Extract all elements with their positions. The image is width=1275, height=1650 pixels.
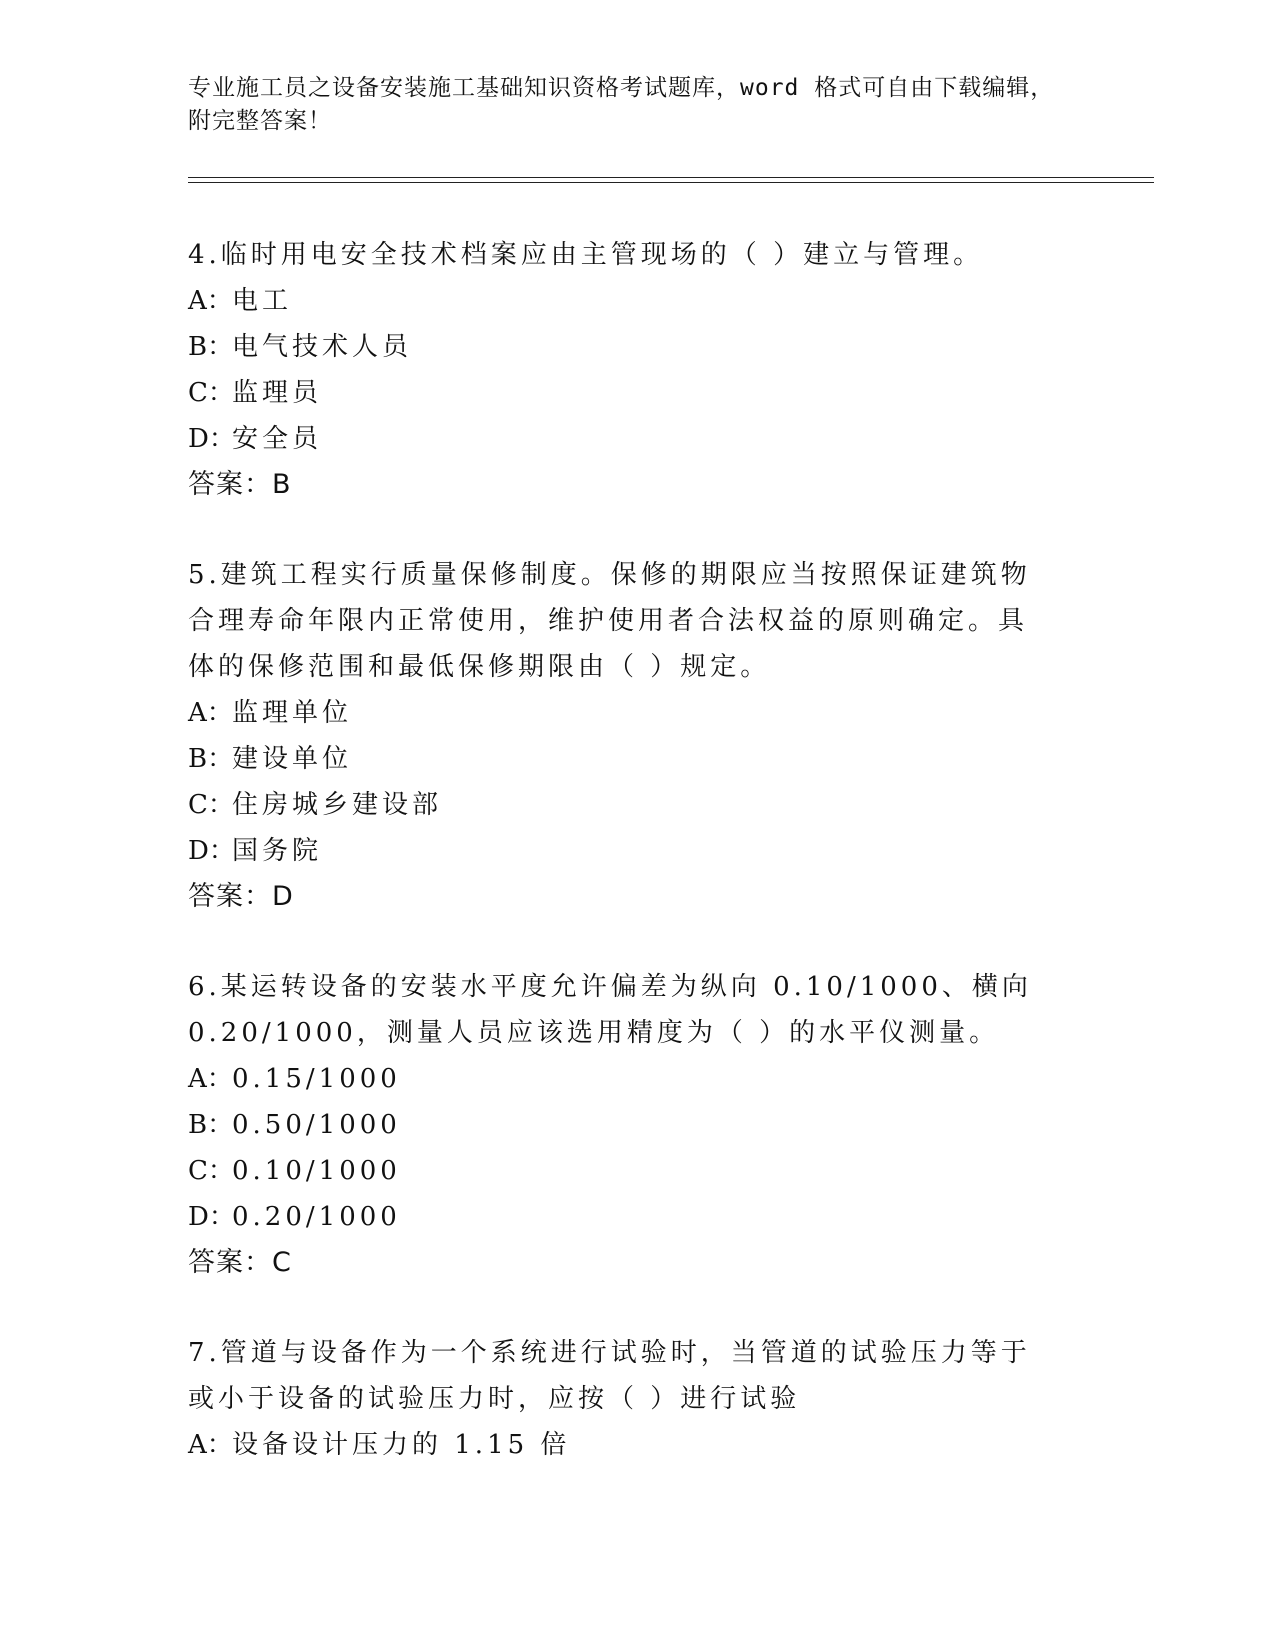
option-text: 电工 [232, 286, 293, 316]
option-text: 住房城乡建设部 [232, 790, 443, 820]
option-key: D： [188, 424, 235, 454]
header-divider [188, 177, 1154, 183]
option-key: D： [188, 836, 235, 866]
question-list [188, 232, 1048, 1512]
option-text: 监理单位 [232, 698, 353, 728]
option-key: B： [188, 744, 234, 774]
option-d [188, 416, 1048, 462]
option-a [188, 278, 1048, 324]
option-text: 建设单位 [232, 744, 353, 774]
option-text: 国务院 [232, 836, 323, 866]
option-key: B： [188, 1110, 234, 1140]
option-text: 0.50/1000 [232, 1110, 401, 1140]
header-line-1: 专业施工员之设备安装施工基础知识资格考试题库，word 格式可自由下载编辑， [188, 75, 1055, 101]
option-key: A： [188, 1064, 233, 1094]
answer-line: 答案：C [188, 1247, 292, 1278]
option-key: A： [188, 286, 233, 316]
option-key: C： [188, 378, 234, 408]
question-7 [188, 1330, 1048, 1468]
header-line-2: 附完整答案！ [188, 108, 332, 134]
option-text: 监理员 [232, 378, 323, 408]
option-c [188, 370, 1048, 416]
option-a [188, 690, 1048, 736]
answer-line: 答案：B [188, 469, 292, 500]
option-c [188, 782, 1048, 828]
answer-line: 答案：D [188, 881, 294, 912]
option-key: B： [188, 332, 234, 362]
option-key: D： [188, 1202, 235, 1232]
option-text: 0.15/1000 [232, 1064, 401, 1094]
option-d [188, 1194, 1048, 1240]
option-text: 电气技术人员 [232, 332, 413, 362]
option-c [188, 1148, 1048, 1194]
question-text: 4.临时用电安全技术档案应由主管现场的（ ）建立与管理。 [188, 240, 984, 270]
question-5 [188, 552, 1048, 920]
option-key: C： [188, 790, 234, 820]
question-text: 5.建筑工程实行质量保修制度。保修的期限应当按照保证建筑物合理寿命年限内正常使用，维护使用者合法权益的原则确定。具体的保修范围和最低保修期限由（ ）规定。 [188, 560, 1031, 682]
option-d [188, 828, 1048, 874]
option-text: 0.20/1000 [232, 1202, 401, 1232]
option-a [188, 1422, 1048, 1468]
question-6 [188, 964, 1048, 1286]
option-key: A： [188, 1430, 233, 1460]
question-4 [188, 232, 1048, 508]
document-header [188, 72, 1088, 138]
question-text: 7.管道与设备作为一个系统进行试验时，当管道的试验压力等于或小于设备的试验压力时，应按（ ）进行试验 [188, 1338, 1031, 1414]
question-text: 6.某运转设备的安装水平度允许偏差为纵向 0.10/1000、横向 0.20/1000，测量人员应该选用精度为（ ）的水平仪测量。 [188, 972, 1032, 1048]
document-page [188, 0, 1158, 1650]
option-key: A： [188, 698, 233, 728]
option-b [188, 324, 1048, 370]
option-text: 安全员 [232, 424, 323, 454]
option-b [188, 1102, 1048, 1148]
option-key: C： [188, 1156, 234, 1186]
option-a [188, 1056, 1048, 1102]
option-text: 设备设计压力的 1.15 倍 [232, 1430, 571, 1460]
option-b [188, 736, 1048, 782]
option-text: 0.10/1000 [232, 1156, 401, 1186]
